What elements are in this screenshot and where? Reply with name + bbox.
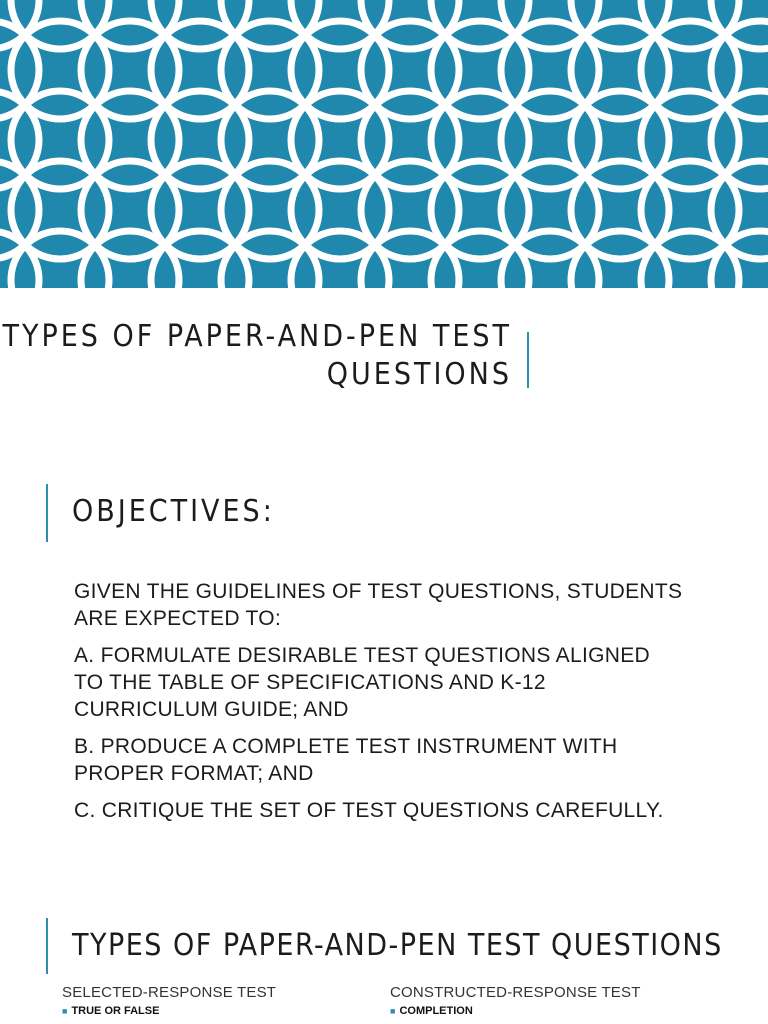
heading-accent-bar (46, 484, 48, 542)
slide-title-line-2: QUESTIONS (326, 357, 512, 392)
objective-item-b: B. PRODUCE A COMPLETE TEST INSTRUMENT WITH PROPER FORMAT; AND (74, 735, 618, 785)
bullet-icon: ■ (62, 1006, 68, 1016)
bullet-icon: ■ (390, 1006, 396, 1016)
objectives-body (74, 578, 684, 834)
column-header: CONSTRUCTED-RESPONSE TEST (390, 984, 641, 1001)
types-slide (0, 896, 768, 1024)
list-item (62, 1005, 276, 1017)
title-accent-bar (527, 332, 529, 388)
heading-accent-bar (46, 918, 48, 974)
objectives-intro: GIVEN THE GUIDELINES OF TEST QUESTIONS, STUDENTS ARE EXPECTED TO: (74, 580, 683, 630)
objectives-slide (0, 448, 768, 880)
list-item-label: COMPLETION (399, 1005, 473, 1017)
slide-title (3, 318, 512, 394)
types-heading: TYPES OF PAPER-AND-PEN TEST QUESTIONS (72, 928, 723, 963)
list-item (390, 1005, 641, 1017)
objective-item-c: C. CRITIQUE THE SET OF TEST QUESTIONS CAREFULLY. (74, 799, 664, 822)
list-item-label: TRUE OR FALSE (71, 1005, 160, 1017)
objectives-heading: OBJECTIVES: (72, 494, 275, 529)
decorative-pattern-banner (0, 0, 768, 288)
selected-response-column (62, 984, 276, 1017)
column-header: SELECTED-RESPONSE TEST (62, 984, 277, 1001)
objective-item-a: A. FORMULATE DESIRABLE TEST QUESTIONS ALIGNED TO THE TABLE OF SPECIFICATIONS AND K-12 CURRICULUM GUIDE; AND (74, 644, 650, 721)
slide-title-line-1: TYPES OF PAPER-AND-PEN TEST (2, 319, 512, 354)
constructed-response-column (390, 984, 641, 1017)
title-slide (0, 0, 768, 432)
